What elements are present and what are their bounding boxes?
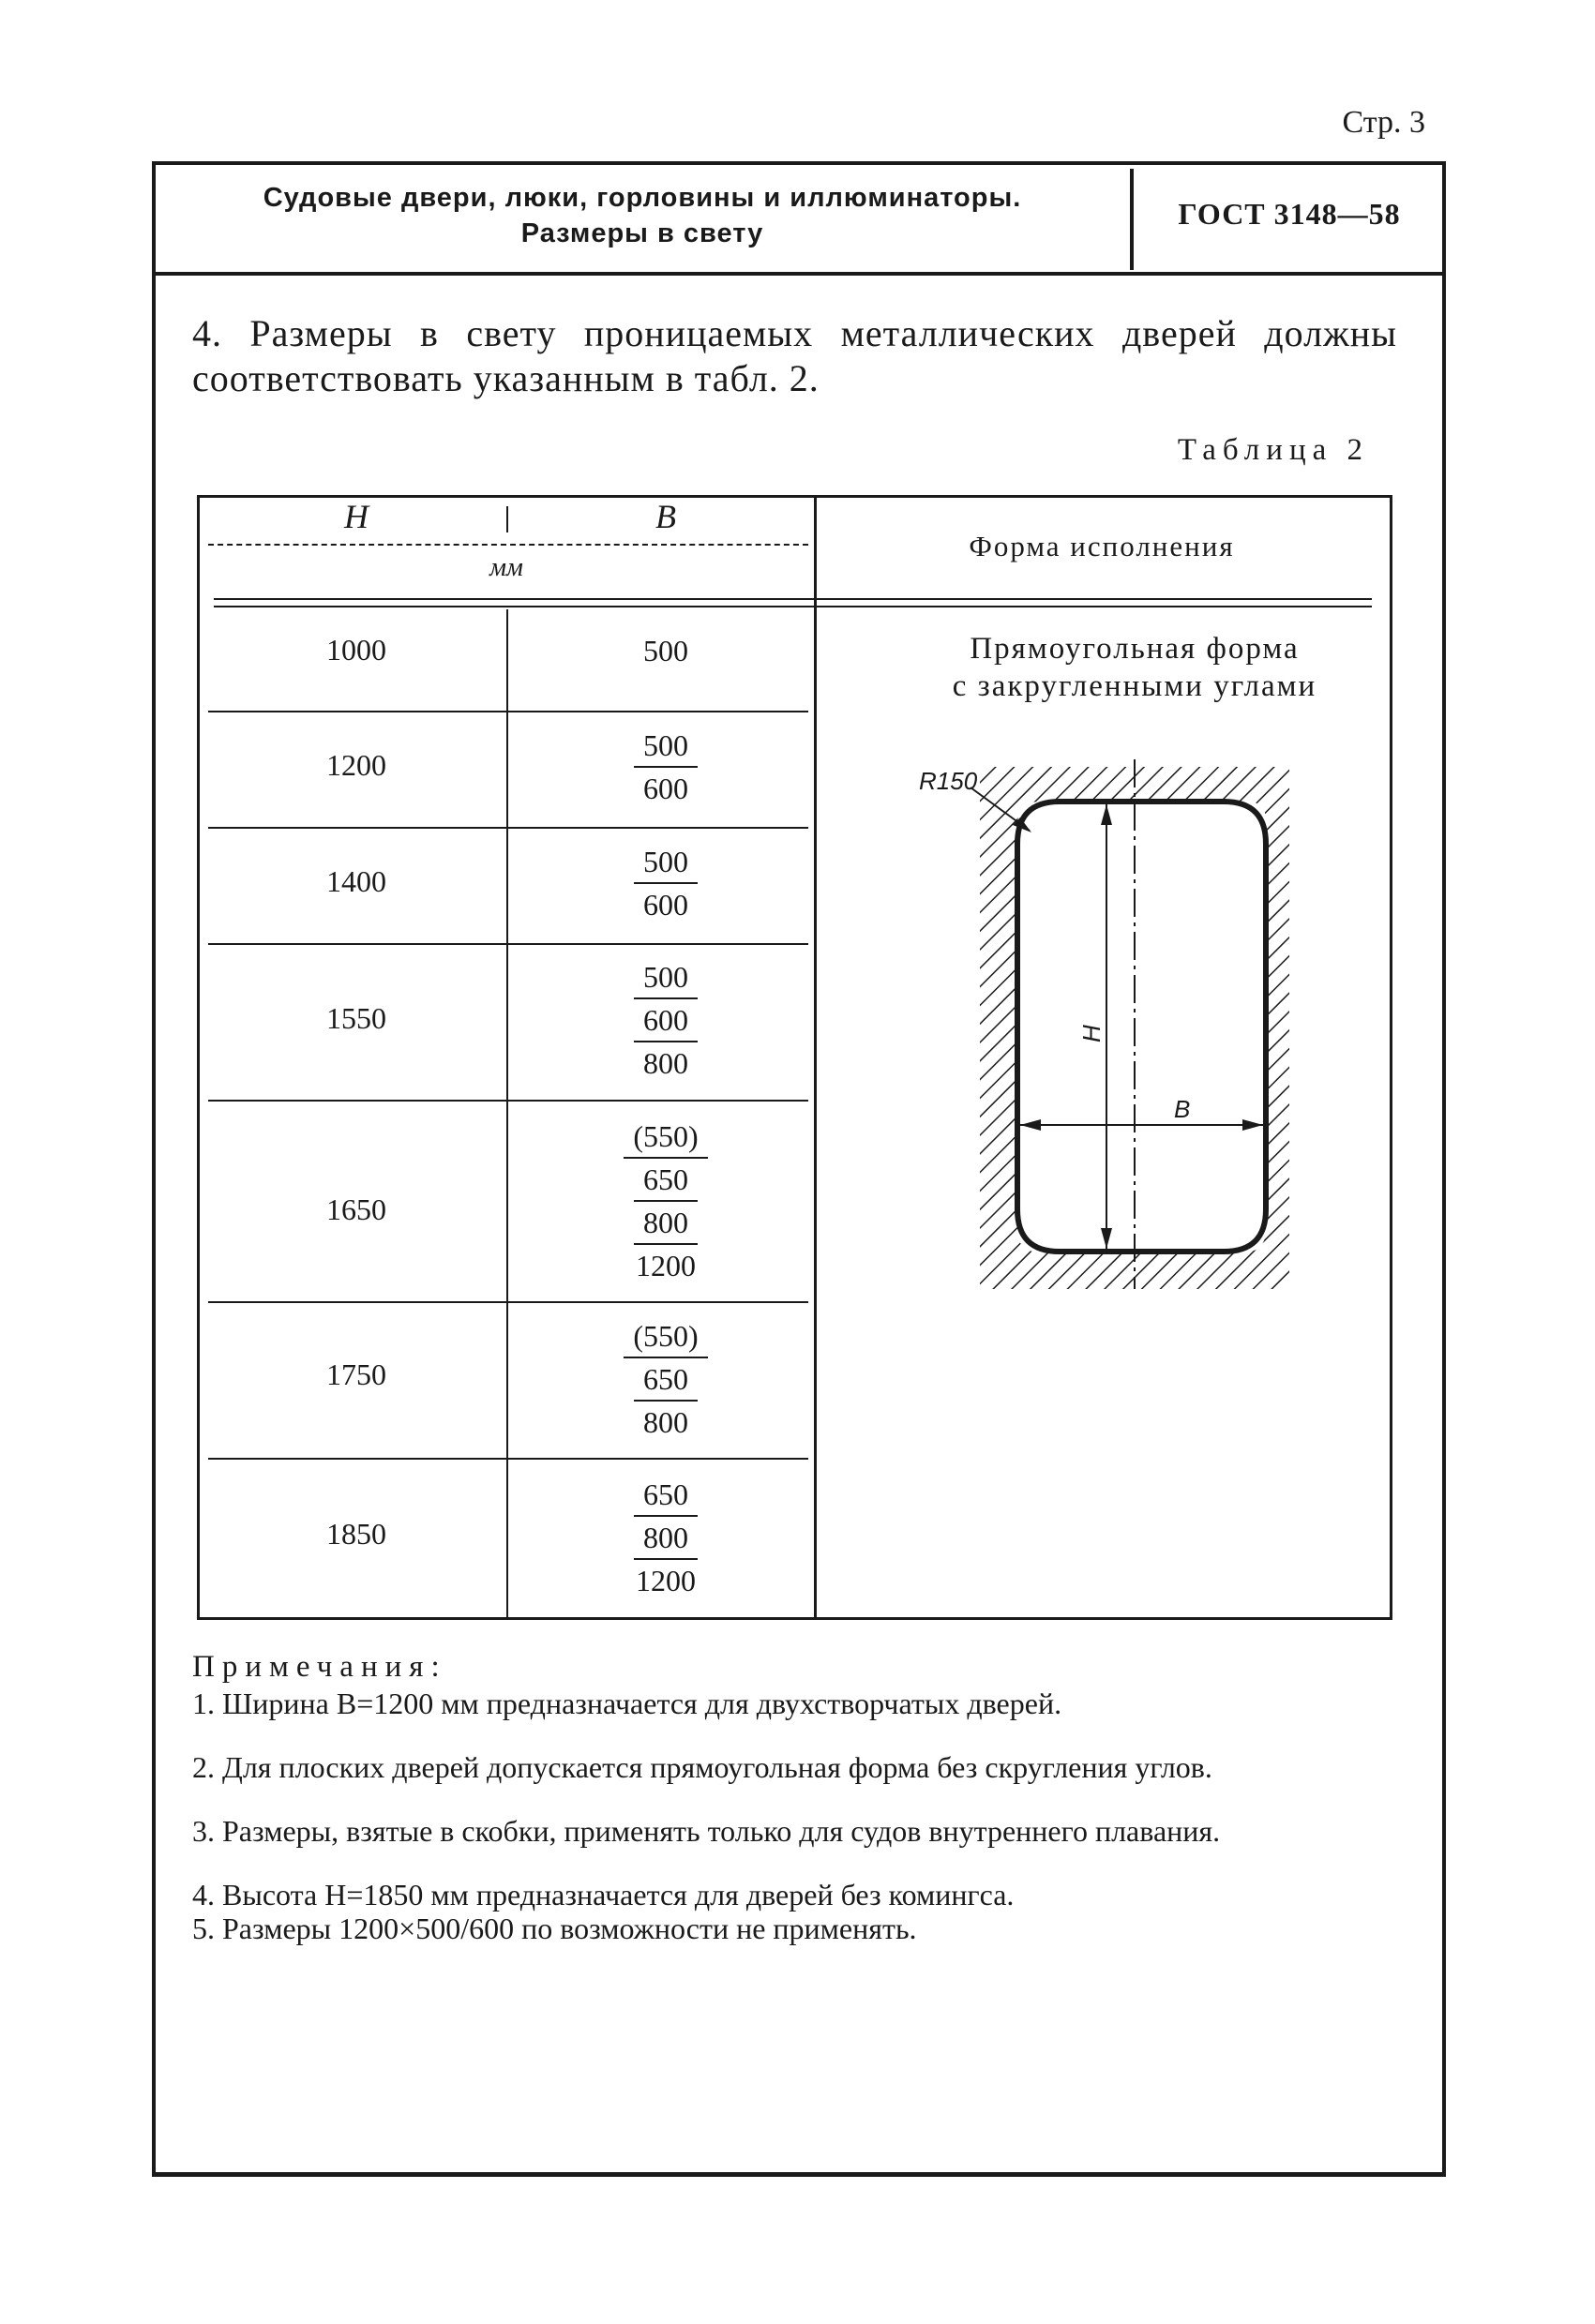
b-value: 600 — [643, 888, 688, 922]
header-h: H — [344, 498, 369, 535]
note-item: 2. Для плоских дверей допускается прямоугольная форма без скругления углов. — [192, 1750, 1212, 1784]
b-value: 650 — [634, 1159, 698, 1202]
standard-code: ГОСТ 3148—58 — [1178, 197, 1401, 231]
page-number: Стр. 3 — [1342, 105, 1425, 140]
header-unit-line — [208, 544, 808, 546]
note-item: 1. Ширина B=1200 мм предназначается для двухстворчатых дверей. — [192, 1687, 1062, 1720]
b-value: 800 — [643, 1405, 688, 1439]
row-separator — [208, 1301, 808, 1303]
cell-h: 1750 — [326, 1357, 386, 1391]
cell-h: 1650 — [326, 1192, 386, 1226]
cell-b — [563, 630, 769, 671]
notes-title: Примечания: — [192, 1650, 447, 1684]
b-value: 500 — [643, 634, 688, 667]
b-value: 1200 — [636, 1249, 696, 1282]
table-left-border — [197, 497, 200, 1617]
header-separator — [1130, 169, 1134, 270]
cell-b — [563, 841, 769, 925]
header-bottom-line-1 — [214, 598, 1372, 600]
cell-b — [563, 956, 769, 1084]
table-bottom-border — [197, 1617, 1392, 1620]
b-value: 800 — [634, 1202, 698, 1245]
b-value: 500 — [634, 956, 698, 999]
height-label: H — [1077, 1025, 1106, 1042]
header-title-line1: Судовые двери, люки, горловины и иллюминаторы. — [263, 183, 1022, 213]
intro-paragraph: 4. Размеры в свету проницаемых металлических дверей должны соответствовать указанным в табл. 2. — [192, 312, 1397, 399]
cell-b — [563, 725, 769, 809]
row-separator — [208, 827, 808, 829]
row-separator — [208, 943, 808, 945]
hb-column-divider — [506, 609, 508, 1617]
form-caption-line2: с закругленными углами — [952, 669, 1317, 703]
cell-b — [563, 1116, 769, 1286]
b-value: (550) — [624, 1116, 707, 1159]
b-value: 500 — [634, 725, 698, 768]
cell-h: 1850 — [326, 1517, 386, 1551]
header-b: B — [655, 498, 676, 535]
note-item: 4. Высота H=1850 мм предназначается для дверей без комингса. — [192, 1878, 1015, 1912]
b-value: 650 — [634, 1358, 698, 1402]
header-form: Форма исполнения — [969, 530, 1235, 562]
header-divider — [152, 272, 1446, 276]
door-opening-outline — [1017, 802, 1266, 1252]
header-title-line2: Размеры в свету — [520, 218, 764, 248]
row-separator — [208, 1100, 808, 1102]
header-unit: мм — [489, 553, 523, 582]
b-value: 650 — [634, 1474, 698, 1517]
b-value: 500 — [634, 841, 698, 884]
cell-b — [563, 1315, 769, 1443]
header-hb-divider — [506, 506, 508, 532]
width-label: B — [1174, 1095, 1191, 1123]
table-caption: Таблица 2 — [1177, 433, 1369, 467]
row-separator — [208, 711, 808, 712]
cell-b — [563, 1474, 769, 1601]
header-title — [169, 180, 1116, 251]
form-caption — [872, 630, 1397, 705]
b-value: 800 — [634, 1517, 698, 1560]
note-item: 5. Размеры 1200×500/600 по возможности не применять. — [192, 1912, 917, 1945]
header-bottom-line-2 — [214, 606, 1372, 607]
form-caption-line1: Прямоугольная форма — [970, 632, 1300, 666]
b-value: 800 — [643, 1046, 688, 1080]
b-value: (550) — [624, 1315, 707, 1358]
note-item: 3. Размеры, взятые в скобки, применять только для судов внутреннего плавания. — [192, 1814, 1221, 1848]
b-value: 1200 — [636, 1564, 696, 1597]
cell-h: 1200 — [326, 748, 386, 782]
door-opening-figure — [900, 750, 1313, 1294]
cell-h: 1000 — [326, 633, 386, 667]
row-separator — [208, 1458, 808, 1460]
cell-h: 1400 — [326, 864, 386, 898]
b-value: 600 — [643, 772, 688, 805]
radius-label: R150 — [919, 767, 978, 795]
b-value: 600 — [634, 999, 698, 1042]
table-form-divider — [814, 497, 817, 1617]
cell-h: 1550 — [326, 1001, 386, 1035]
